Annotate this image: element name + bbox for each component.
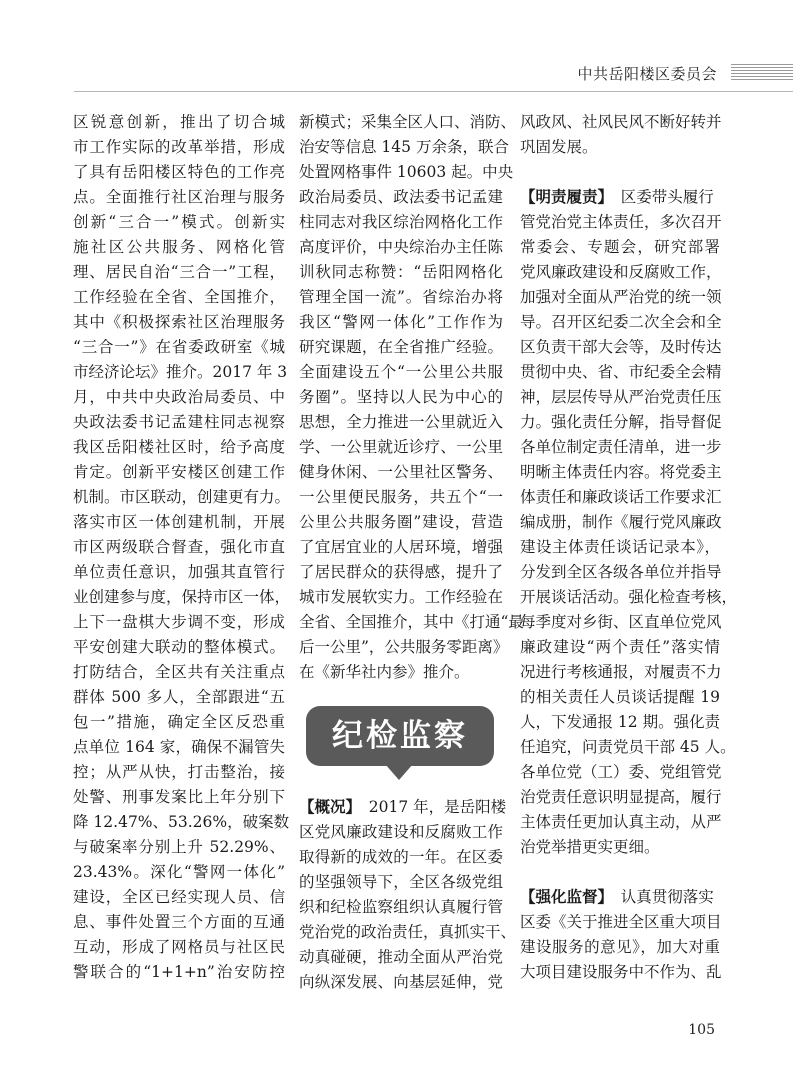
text-line: 区委《关于推进全区重大项目 (520, 913, 722, 931)
text-line: 任追究，问责党员干部 45 人。 (520, 738, 736, 756)
text-line: 建设服务的意见》，加大对重 (520, 938, 720, 956)
text-line: 工作经验在全省、全国推介， (73, 288, 285, 306)
overview-label: 【概况】 (299, 798, 354, 816)
text-line: 导。召开区纪委二次全会和全 (520, 313, 722, 331)
text-line: 建设，全区已经实现人员、信 (73, 888, 285, 906)
text-line: 研究课题，在全省推广经验。 (299, 338, 503, 356)
text-line: 区党风廉政建设和反腐败工作 (299, 823, 503, 841)
duty-lead: 区委带头履行 (605, 188, 714, 206)
text-line: 区锐意创新，推出了切合城 (73, 113, 285, 131)
text-line: 互动，形成了网格员与社区民 (73, 938, 285, 956)
text-line: “三合一”》在省委政研室《城 (73, 338, 285, 356)
text-line: 风政风、社风民风不断好转并 (520, 113, 722, 131)
text-line: 控；从严从快，打击整治，接 (73, 763, 285, 781)
text-line: 人，下发通报 12 期。强化责 (520, 713, 721, 731)
header-rule (74, 91, 793, 92)
header-title: 中共岳阳楼区委员会 (577, 65, 717, 83)
text-line: 包一”措施，确定全区反恐重 (73, 713, 285, 731)
text-line: 政治局委员、政法委书记孟建 (299, 188, 503, 206)
text-line: 点。全面推行社区治理与服务 (73, 188, 285, 206)
text-line: 一公里便民服务，共五个“一 (299, 488, 503, 506)
text-line: 市经济论坛》推介。2017 年 3 (73, 363, 288, 381)
text-line: 23.43%。深化“警网一体化” (73, 863, 285, 881)
text-line: 力。强化责任分解，指导督促 (520, 413, 722, 431)
paragraph-gap (520, 160, 720, 185)
text-line: 上下一盘棋大步调不变，形成 (73, 613, 285, 631)
text-line: 取得新的成效的一年。在区委 (299, 848, 503, 866)
text-line: 柱同志对我区综治网格化工作 (299, 213, 503, 231)
paragraph-gap (520, 860, 720, 885)
text-line: 了宜居宜业的人居环境，增强 (299, 538, 503, 556)
text-line: 每季度对乡街、区直单位党风 (520, 613, 722, 631)
text-line: 务圈”。坚持以人民为中心的 (299, 388, 503, 406)
text-line: 打防结合，全区共有关注重点 (73, 663, 285, 681)
text-line: 编成册，制作《履行党风廉政 (520, 513, 722, 531)
text-line: 贯彻中央、省、市纪委全会精 (520, 363, 722, 381)
text-line: 管理全国一流”。省综治办将 (299, 288, 503, 306)
text-line: 月，中共中央政治局委员、中 (73, 388, 285, 406)
text-line: 机制。市区联动，创建更有力。 (73, 488, 291, 506)
page-number: 105 (688, 1022, 715, 1038)
text-line: 开展谈话活动。强化检查考核， (520, 588, 738, 606)
text-line: 创新“三合一”模式。创新实 (73, 213, 285, 231)
text-line: 全省、全国推介，其中《打通“最 (299, 613, 524, 631)
text-line: 后一公里”，公共服务零距离》 (299, 638, 509, 656)
text-line: 业创建参与度，保持市区一体， (73, 588, 291, 606)
text-line: 廉政建设“两个责任”落实情 (520, 638, 720, 656)
text-line: 各单位党（工）委、党组管党 (520, 763, 722, 781)
text-line: 市区两级联合督查，强化市直 (73, 538, 285, 556)
text-line: 的相关责任人员谈话提醒 19 (520, 688, 720, 706)
text-line: 的坚强领导下，全区各级党组 (299, 873, 503, 891)
running-header (0, 0, 793, 90)
overview-lead: 2017 年，是岳阳楼 (353, 798, 507, 816)
text-line: 落实市区一体创建机制，开展 (73, 513, 285, 531)
text-line: 常委会、专题会，研究部署 (520, 238, 720, 256)
text-line: 群体 500 多人，全部跟进“五 (73, 688, 285, 706)
text-line: 我区“警网一体化”工作作为 (299, 313, 503, 331)
text-line: 主体责任更加认真主动，从严 (520, 813, 722, 831)
text-line: 训秋同志称赞：“岳阳网格化 (299, 263, 503, 281)
text-line: 分发到全区各级各单位并指导 (520, 563, 722, 581)
text-line: 神，层层传导从严治党责任压 (520, 388, 722, 406)
text-line: 治党责任意识明显提高，履行 (520, 788, 722, 806)
section-title: 纪检监察 (332, 718, 468, 754)
column-3 (520, 110, 738, 985)
text-line: 单位责任意识，加强其直管行 (73, 563, 285, 581)
text-line: 点单位 164 家，确保不漏管失 (73, 738, 285, 756)
text-line: 与破案率分别上升 52.29%、 (73, 838, 285, 856)
supervise-label: 【强化监督】 (520, 888, 606, 906)
text-line: 党风廉政建设和反腐败工作， (520, 263, 722, 281)
text-line: 明晰主体责任内容。将党委主 (520, 463, 722, 481)
text-line: 各单位制定责任清单，进一步 (520, 438, 722, 456)
text-line: 织和纪检监察组织认真履行管 (299, 898, 503, 916)
text-line: 建设主体责任谈话记录本》， (520, 538, 720, 556)
text-line: 处置网格事件 10603 起。中央 (299, 163, 514, 181)
text-line: 动真碰硬，推动全面从严治党 (299, 948, 503, 966)
text-line: 处警、刑事发案比上年分别下 (73, 788, 285, 806)
text-line: 施社区公共服务、网格化管 (73, 238, 285, 256)
text-line: 平安创建大联动的整体模式。 (73, 638, 285, 656)
duty-first-line (520, 185, 720, 210)
section-banner (306, 706, 494, 766)
header-decoration (731, 64, 793, 81)
text-line: 高度评价，中央综治办主任陈 (299, 238, 503, 256)
text-line: 向纵深发展、向基层延伸，党 (299, 973, 503, 991)
supervise-first-line (520, 885, 720, 910)
text-line: 了具有岳阳楼区特色的工作亮 (73, 163, 285, 181)
text-line: 思想，全力推进一公里就近入 (299, 413, 503, 431)
text-line: 警联合的“1+1+n”治安防控 (73, 963, 285, 981)
text-line: 其中《积极探索社区治理服务 (73, 313, 285, 331)
text-line: 了居民群众的获得感，提升了 (299, 563, 503, 581)
text-line: 肯定。创新平安楼区创建工作 (73, 463, 285, 481)
text-line: 大项目建设服务中不作为、乱 (520, 963, 722, 981)
section-banner-pointer (385, 764, 413, 780)
text-line: 市工作实际的改革举措，形成 (73, 138, 285, 156)
column-2 (299, 110, 524, 685)
text-line: 理、居民自治“三合一”工程， (73, 263, 285, 281)
text-line: 健身休闲、一公里社区警务、 (299, 463, 503, 481)
supervise-lead: 认真贯彻落实 (605, 888, 714, 906)
text-line: 息、事件处置三个方面的互通 (73, 913, 285, 931)
text-line: 全面建设五个“一公里公共服 (299, 363, 503, 381)
text-line: 巩固发展。 (520, 138, 598, 156)
overview-first-line (299, 795, 507, 820)
text-line: 学、一公里就近诊疗、一公里 (299, 438, 503, 456)
text-line: 在《新华社内参》推介。 (299, 663, 470, 681)
text-line: 区负责干部大会等，及时传达 (520, 338, 722, 356)
text-line: 我区岳阳楼社区时，给予高度 (73, 438, 285, 456)
text-line: 降 12.47%、53.26%，破案数 (73, 813, 290, 831)
text-line: 治安等信息 145 万余条，联合 (299, 138, 509, 156)
duty-label: 【明责履责】 (520, 188, 606, 206)
column-2-overview (299, 795, 517, 995)
text-line: 央政法委书记孟建柱同志视察 (73, 413, 285, 431)
text-line: 加强对全面从严治党的统一领 (520, 288, 722, 306)
text-line: 管党治党主体责任，多次召开 (520, 213, 722, 231)
text-line: 治党举措更实更细。 (520, 838, 660, 856)
text-line: 城市发展软实力。工作经验在 (299, 588, 503, 606)
text-line: 公里公共服务圈”建设，营造 (299, 513, 503, 531)
text-line: 新模式；采集全区人口、消防、 (299, 113, 517, 131)
text-line: 体责任和廉政谈话工作要求汇 (520, 488, 722, 506)
text-line: 况进行考核通报，对履责不力 (520, 663, 722, 681)
text-line: 党治党的政治责任，真抓实干、 (299, 923, 517, 941)
column-1 (73, 110, 291, 985)
